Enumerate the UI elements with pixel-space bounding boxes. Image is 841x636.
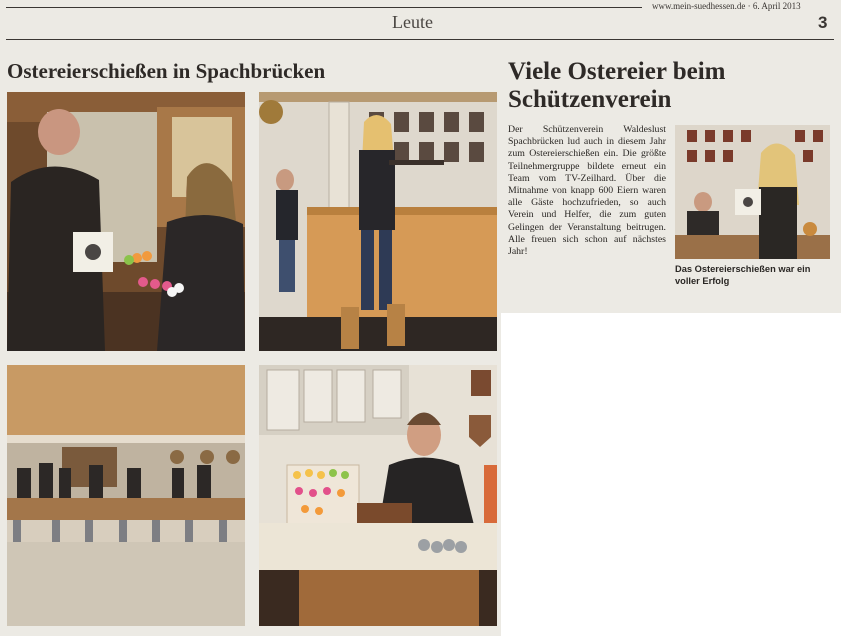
photo-egg-counter: [259, 365, 497, 626]
right-headline: Viele Ostereier beim Schützenverein: [508, 58, 726, 113]
section-title: Leute: [392, 12, 433, 32]
article-body: Der Schützenverein Waldeslust Spachbrücken lud auch in diesem Jahr zum Ostereierschießen ein. Die größte Teilnehmergruppe bildete erneut ein Team vom TV-Zeilhard. Über die Mitnahme von knapp 600 Eiern waren alle Gäste hochzufrieden, so auch Verein und Helfer, die zum guten Gelingen der Veranstaltung beitrugen. Alle freuen sich schon auf nächstes Jahr!: [508, 124, 666, 258]
page-number: 3: [818, 13, 828, 32]
header-rule: [6, 7, 642, 8]
photo-caption: Das Ostereierschießen war ein voller Erfolg: [675, 264, 811, 286]
photo-woman-with-target: [675, 125, 830, 259]
section-rule: [6, 39, 834, 40]
photo-range-hall: [7, 365, 245, 626]
left-headline: Ostereierschießen in Spachbrücken: [7, 59, 326, 83]
photo-target-handover: [7, 92, 245, 351]
photo-shooting-range-woman: [259, 92, 497, 351]
site-and-date: www.mein-suedhessen.de · 6. April 2013: [652, 1, 801, 11]
